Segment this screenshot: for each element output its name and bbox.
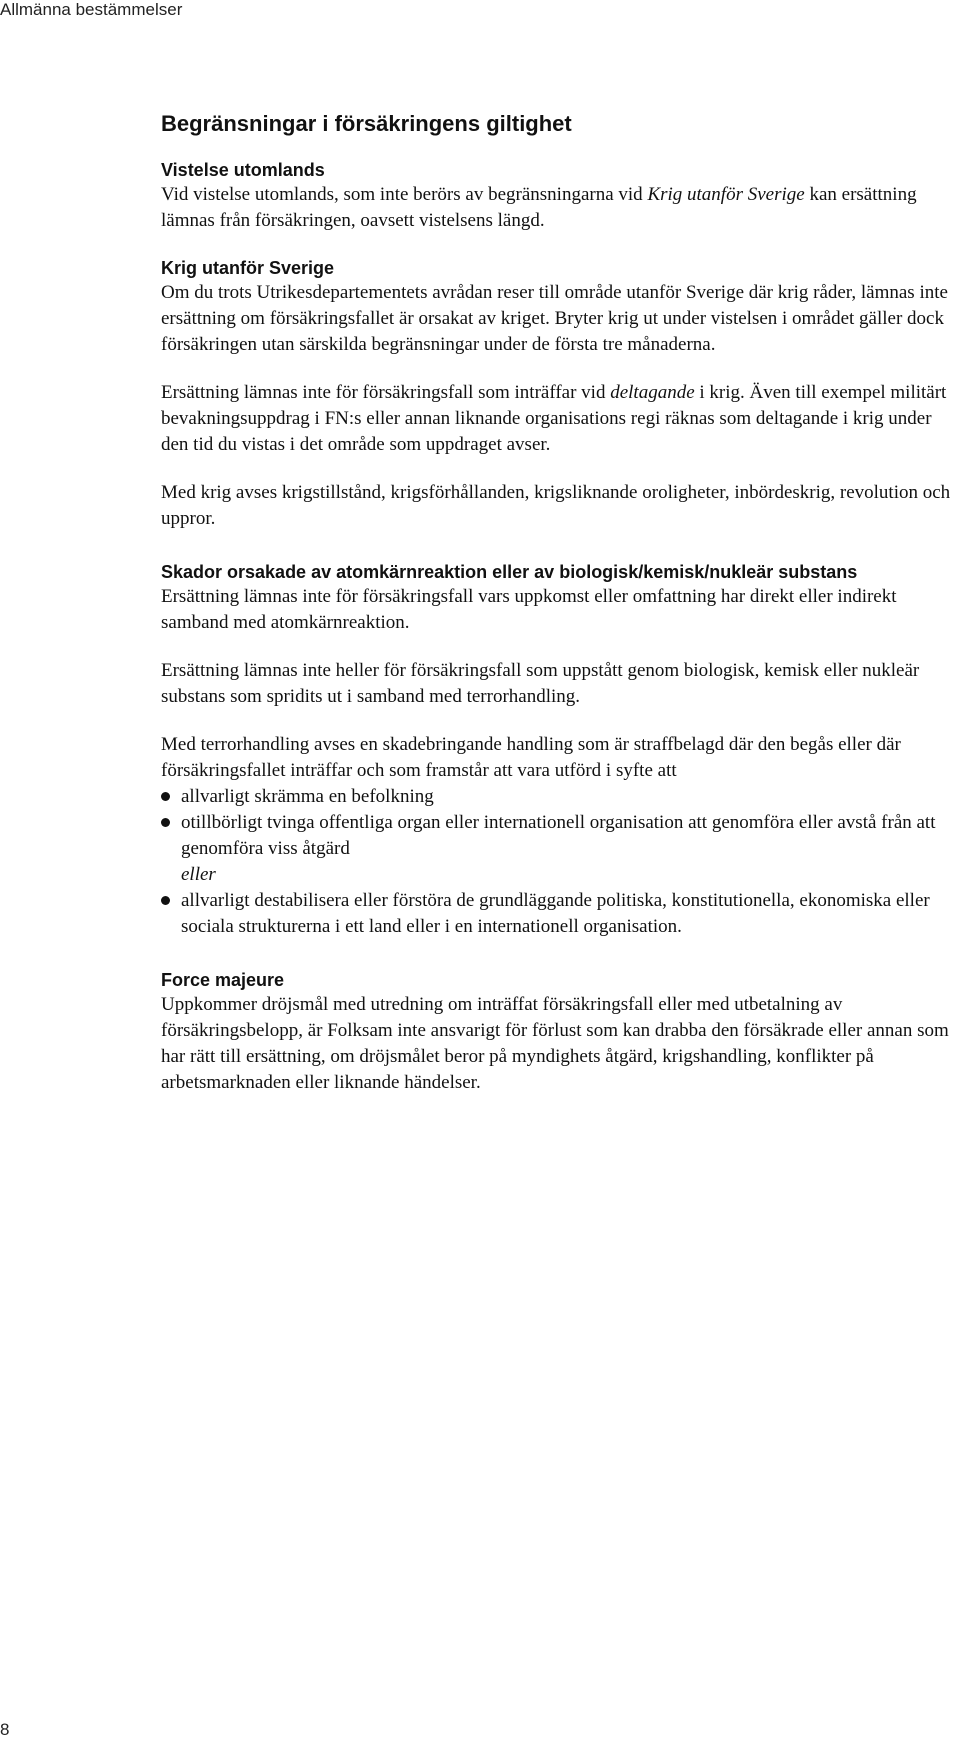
bullet-icon <box>161 818 170 827</box>
list-item <box>161 888 960 940</box>
list-connector-eller: eller <box>181 864 216 885</box>
heading-vistelse-utomlands: Vistelse utomlands <box>161 160 325 180</box>
heading-skador-atomkarnreaktion: Skador orsakade av atomkärnreaktion eller av biologisk/kemisk/nukleär substans <box>161 562 858 582</box>
paragraph-skador-1: Ersättning lämnas inte för försäkringsfall vars uppkomst eller omfattning har direkt eller indirekt samband med atomkärnreaktion. <box>161 586 897 633</box>
list-item-text: allvarligt skrämma en befolkning <box>181 786 434 807</box>
paragraph-skador-3: Med terrorhandling avses en skadebringande handling som är straffbelagd där den begås eller där försäkringsfallet inträffar och som framstår att vara utförd i syfte att <box>161 734 901 781</box>
paragraph-krig-2 <box>161 380 960 458</box>
bullet-icon <box>161 792 170 801</box>
text-run: i krig. Även till exempel militärt bevakningsuppdrag i FN:s eller annan liknande organisations regi räknas som deltagande i krig under den tid du vistas i det område som uppdraget avser. <box>161 382 947 455</box>
emphasis-deltagande: deltagande <box>610 382 695 403</box>
page-title: Begränsningar i försäkringens giltighet <box>161 111 572 136</box>
list-item <box>161 784 960 810</box>
paragraph-krig-3: Med krig avses krigstillstånd, krigsförhållanden, krigsliknande oroligheter, inbördeskrig, revolution och uppror. <box>161 482 951 529</box>
page-number: 8 <box>0 1720 10 1739</box>
heading-force-majeure: Force majeure <box>161 970 285 990</box>
list-item-text: allvarligt destabilisera eller förstöra de grundläggande politiska, konstitutionella, ekonomiska eller sociala strukturerna i ett land eller i en internationell organisation. <box>181 890 930 937</box>
bullet-icon <box>161 896 170 905</box>
paragraph-force-majeure: Uppkommer dröjsmål med utredning om inträffat försäkringsfall eller med utbetalning av försäkringsbelopp, är Folksam inte ansvarigt för förlust som kan drabba den försäkrade eller annan som har rätt till ersättning, om dröjsmålet beror på myndighets åtgärd, krigshandling, konflikter på arbetsmarknaden eller liknande händelser. <box>161 994 949 1093</box>
terror-purpose-list <box>161 784 960 940</box>
list-item <box>161 810 960 862</box>
paragraph-vistelse <box>161 182 960 234</box>
list-item-text: otillbörligt tvinga offentliga organ eller internationell organisation att genomföra eller avstå från att genomföra viss åtgärd <box>181 812 936 859</box>
emphasis-krig-utanfor-sverige: Krig utanför Sverige <box>647 184 805 205</box>
text-run: Vid vistelse utomlands, som inte berörs av begränsningarna vid <box>161 184 648 205</box>
heading-krig-utanfor-sverige: Krig utanför Sverige <box>161 258 335 278</box>
paragraph-skador-2: Ersättning lämnas inte heller för försäkringsfall som uppstått genom biologisk, kemisk eller nukleär substans som spridits ut i samband med terrorhandling. <box>161 660 920 707</box>
running-header: Allmänna bestämmelser <box>0 0 183 19</box>
document-body <box>161 110 960 1096</box>
text-run: kan ersättning lämnas från försäkringen, oavsett vistelsens längd. <box>161 184 917 231</box>
text-run: Ersättning lämnas inte för försäkringsfall som inträffar vid <box>161 382 611 403</box>
paragraph-krig-1: Om du trots Utrikesdepartementets avrådan reser till område utanför Sverige där krig råder, lämnas inte ersättning om försäkringsfallet är orsakat av kriget. Bryter krig ut under vistelsen i området gäller dock försäkringen utan särskilda begränsningar under de första tre månaderna. <box>161 282 948 355</box>
